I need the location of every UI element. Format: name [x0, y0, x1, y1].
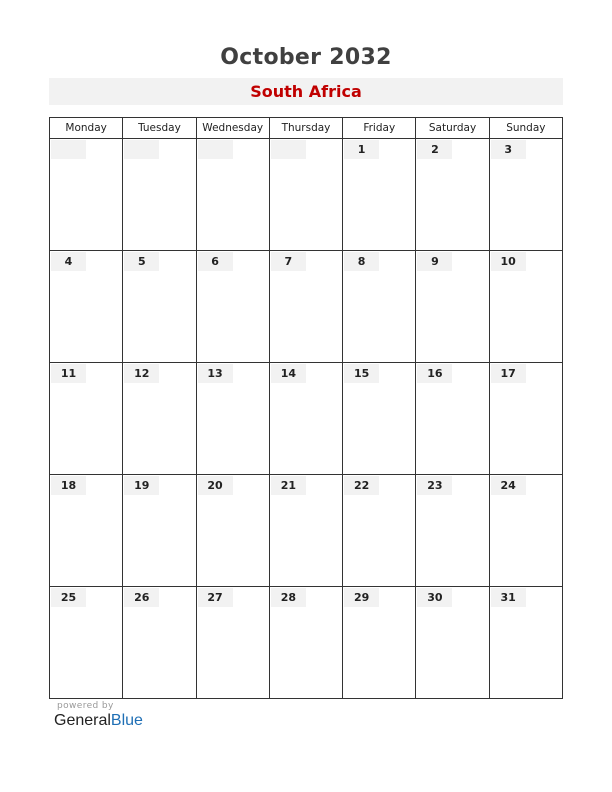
day-cell	[196, 363, 269, 475]
day-number	[198, 140, 233, 159]
day-number: 3	[491, 140, 526, 159]
week-row	[50, 363, 563, 475]
day-number: 21	[271, 476, 306, 495]
day-cell	[416, 587, 489, 699]
day-cell	[123, 363, 196, 475]
day-cell	[50, 251, 123, 363]
weekday-monday: Monday	[50, 118, 123, 139]
day-cell	[269, 363, 342, 475]
day-cell	[123, 251, 196, 363]
day-number: 6	[198, 252, 233, 271]
day-cell	[343, 363, 416, 475]
weekday-header-row	[50, 118, 563, 139]
day-cell	[489, 475, 562, 587]
day-number: 20	[198, 476, 233, 495]
day-cell	[489, 251, 562, 363]
day-cell	[269, 139, 342, 251]
day-number: 7	[271, 252, 306, 271]
day-number: 25	[51, 588, 86, 607]
day-cell	[50, 139, 123, 251]
day-cell	[50, 363, 123, 475]
weekday-tuesday: Tuesday	[123, 118, 196, 139]
day-number: 15	[344, 364, 379, 383]
day-cell	[343, 475, 416, 587]
day-cell	[489, 587, 562, 699]
day-cell	[416, 363, 489, 475]
day-cell	[269, 587, 342, 699]
day-cell	[343, 587, 416, 699]
brand-logo[interactable]	[54, 712, 143, 730]
day-cell	[343, 251, 416, 363]
calendar-grid	[49, 117, 563, 699]
day-number: 31	[491, 588, 526, 607]
day-number: 28	[271, 588, 306, 607]
week-row	[50, 139, 563, 251]
day-cell	[269, 475, 342, 587]
day-cell	[416, 475, 489, 587]
day-cell	[343, 139, 416, 251]
country-name: South Africa	[250, 82, 362, 101]
day-number: 4	[51, 252, 86, 271]
day-cell	[123, 139, 196, 251]
weekday-friday: Friday	[343, 118, 416, 139]
day-cell	[123, 475, 196, 587]
day-cell	[489, 363, 562, 475]
powered-by-label: powered by	[57, 701, 114, 711]
day-cell	[196, 139, 269, 251]
country-banner	[49, 78, 563, 105]
day-cell	[196, 251, 269, 363]
weekday-wednesday: Wednesday	[196, 118, 269, 139]
day-number: 5	[124, 252, 159, 271]
day-cell	[196, 587, 269, 699]
day-cell	[489, 139, 562, 251]
calendar-title: October 2032	[220, 45, 392, 70]
day-number: 9	[417, 252, 452, 271]
day-number: 29	[344, 588, 379, 607]
week-row	[50, 587, 563, 699]
day-number: 22	[344, 476, 379, 495]
day-cell	[50, 587, 123, 699]
day-number: 8	[344, 252, 379, 271]
day-number: 2	[417, 140, 452, 159]
day-number: 17	[491, 364, 526, 383]
week-row	[50, 475, 563, 587]
day-cell	[196, 475, 269, 587]
day-cell	[50, 475, 123, 587]
day-number: 11	[51, 364, 86, 383]
day-number: 23	[417, 476, 452, 495]
weekday-sunday: Sunday	[489, 118, 562, 139]
day-number: 27	[198, 588, 233, 607]
day-number: 13	[198, 364, 233, 383]
brand-name-general: General	[54, 712, 111, 729]
day-cell	[269, 251, 342, 363]
day-number: 12	[124, 364, 159, 383]
weekday-thursday: Thursday	[269, 118, 342, 139]
day-number: 10	[491, 252, 526, 271]
day-cell	[416, 139, 489, 251]
day-number: 19	[124, 476, 159, 495]
day-number: 26	[124, 588, 159, 607]
day-number	[51, 140, 86, 159]
day-number: 24	[491, 476, 526, 495]
weekday-saturday: Saturday	[416, 118, 489, 139]
day-number	[271, 140, 306, 159]
day-number	[124, 140, 159, 159]
brand-name-blue: Blue	[110, 712, 143, 729]
day-number: 18	[51, 476, 86, 495]
day-cell	[123, 587, 196, 699]
day-number: 1	[344, 140, 379, 159]
day-number: 30	[417, 588, 452, 607]
week-row	[50, 251, 563, 363]
day-number: 14	[271, 364, 306, 383]
day-number: 16	[417, 364, 452, 383]
day-cell	[416, 251, 489, 363]
